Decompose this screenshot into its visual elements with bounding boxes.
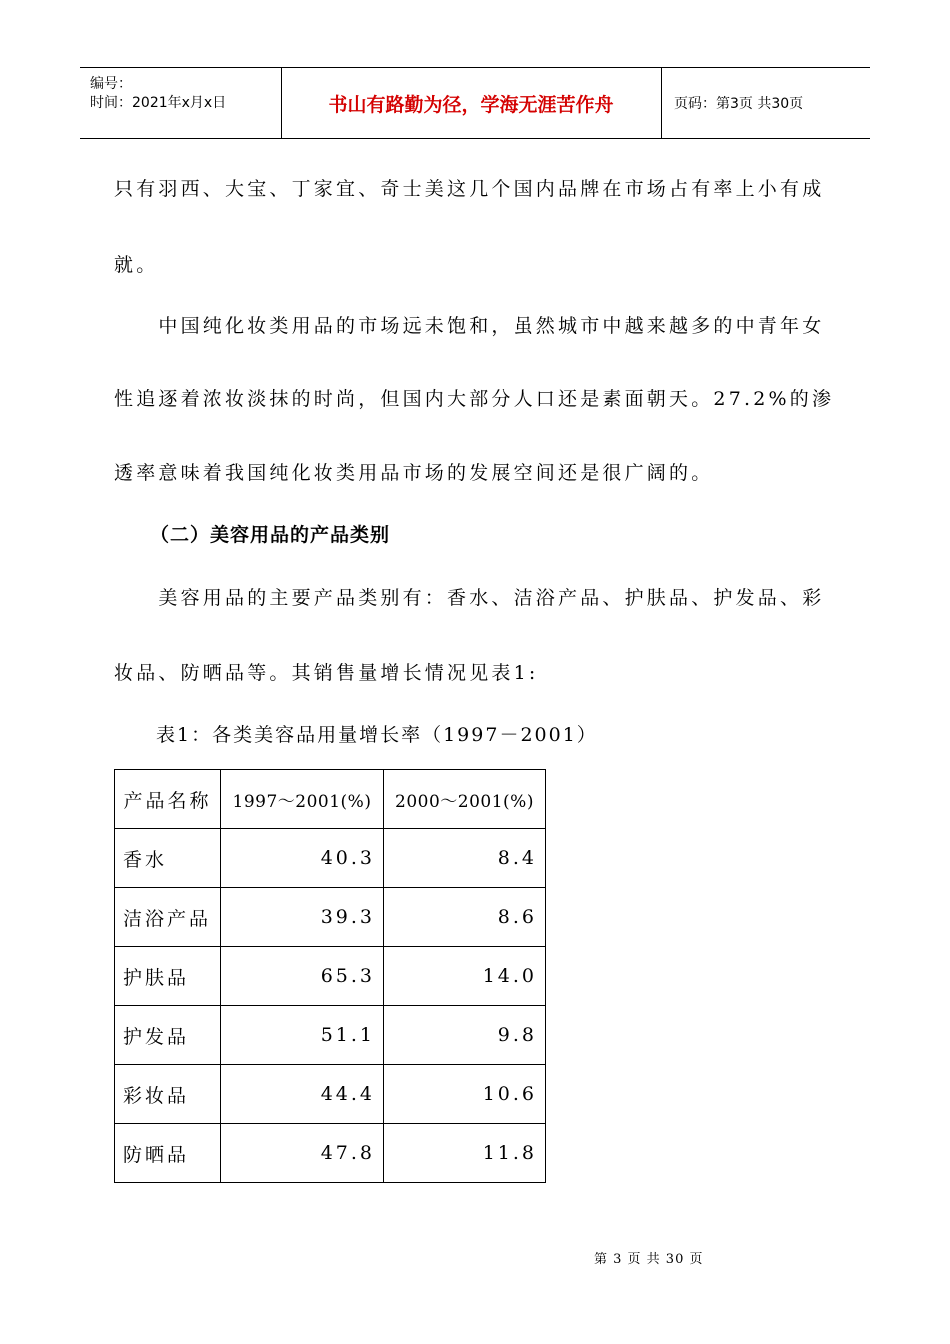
page-header (80, 67, 870, 139)
page-footer: 第 3 页 共 30 页 (594, 1252, 704, 1267)
value-cell: 47.8 (221, 1124, 384, 1183)
header-motto: 书山有路勤为径，学海无涯苦作舟 (281, 68, 662, 138)
value-cell: 65.3 (221, 947, 384, 1006)
header-cell: 2000～2001(%) (384, 770, 546, 829)
paragraph-line: 透率意味着我国纯化妆类用品市场的发展空间还是很广阔的。 (114, 462, 714, 484)
product-cell: 护发品 (115, 1006, 221, 1065)
table-row (115, 1124, 546, 1183)
value-cell: 8.4 (384, 829, 546, 888)
number-label: 编号： (90, 76, 132, 92)
table-row (115, 1065, 546, 1124)
header-cell: 1997～2001(%) (221, 770, 384, 829)
paragraph-line: 只有羽西、大宝、丁家宜、奇士美这几个国内品牌在市场占有率上小有成 (114, 178, 825, 200)
paragraph-line: 中国纯化妆类用品的市场远未饱和，虽然城市中越来越多的中青年女 (114, 315, 825, 337)
value-cell: 39.3 (221, 888, 384, 947)
value-cell: 8.6 (384, 888, 546, 947)
value-cell: 51.1 (221, 1006, 384, 1065)
time-label: 时间：2021年x月x日 (90, 95, 227, 111)
table-caption: 表1：各类美容品用量增长率（1997－2001） (114, 724, 598, 746)
table-row (115, 888, 546, 947)
paragraph-line: 就。 (114, 254, 159, 276)
section-title: （二）美容用品的产品类别 (150, 524, 391, 546)
product-cell: 洁浴产品 (115, 888, 221, 947)
product-cell: 香水 (115, 829, 221, 888)
header-page-label: 页码：第3页 共30页 (674, 96, 804, 112)
value-cell: 9.8 (384, 1006, 546, 1065)
table-header-row (115, 770, 546, 829)
table-row (115, 1006, 546, 1065)
table-row (115, 947, 546, 1006)
value-cell: 11.8 (384, 1124, 546, 1183)
product-cell: 防晒品 (115, 1124, 221, 1183)
growth-rate-table (114, 769, 546, 1183)
value-cell: 14.0 (384, 947, 546, 1006)
table-row (115, 829, 546, 888)
header-cell: 产品名称 (115, 770, 221, 829)
paragraph-line: 美容用品的主要产品类别有：香水、洁浴产品、护肤品、护发品、彩 (114, 587, 825, 609)
paragraph-line: 性追逐着浓妆淡抹的时尚，但国内大部分人口还是素面朝天。27.2%的渗 (114, 388, 835, 410)
header-info-cell (80, 68, 282, 138)
value-cell: 40.3 (221, 829, 384, 888)
product-cell: 护肤品 (115, 947, 221, 1006)
product-cell: 彩妆品 (115, 1065, 221, 1124)
value-cell: 10.6 (384, 1065, 546, 1124)
paragraph-line: 妆品、防晒品等。其销售量增长情况见表1: (114, 662, 539, 684)
value-cell: 44.4 (221, 1065, 384, 1124)
